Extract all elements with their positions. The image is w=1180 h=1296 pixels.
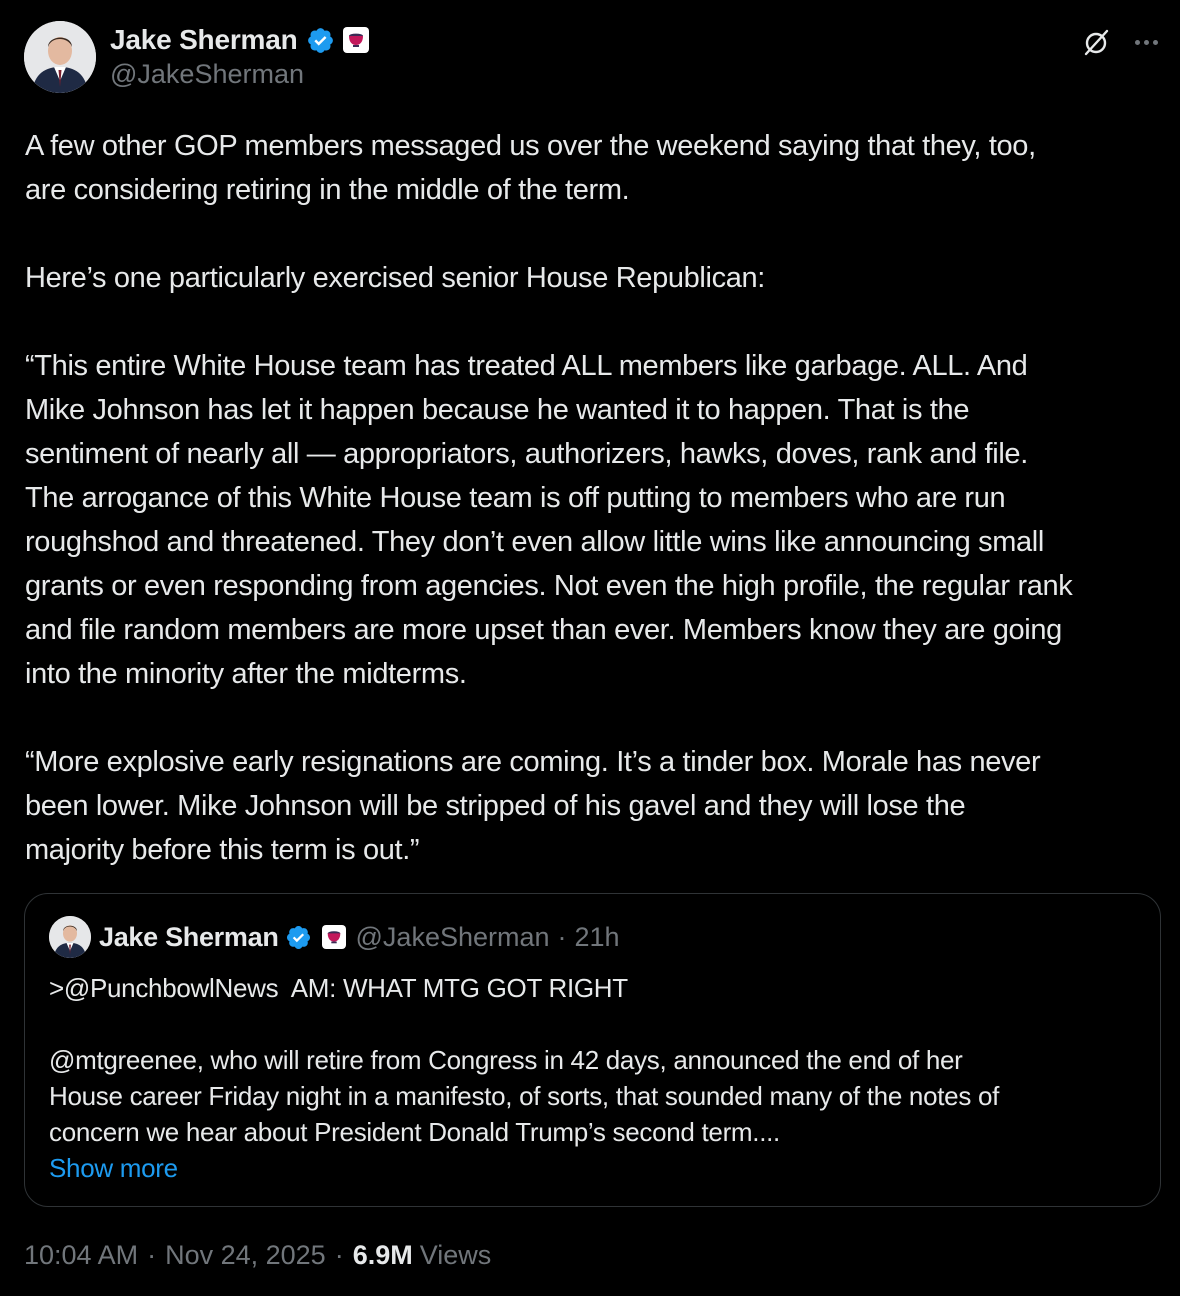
quoted-line: concern we hear about President Donald Trump’s second term.... — [49, 1117, 780, 1147]
views-count: 6.9M — [352, 1240, 413, 1270]
punchbowl-badge-icon — [322, 925, 346, 949]
tweet-line: A few other GOP members messaged us over the weekend saying that they, too, — [25, 130, 1036, 162]
quoted-display-name: Jake Sherman — [99, 921, 279, 952]
show-more-link[interactable]: Show more — [49, 1153, 178, 1183]
grok-icon[interactable] — [1080, 26, 1112, 58]
author-handle[interactable]: @JakeSherman — [110, 59, 304, 89]
more-options-icon[interactable] — [1130, 26, 1162, 58]
quoted-time: 21h — [574, 921, 620, 952]
tweet-line: The arrogance of this White House team is off putting to members who are run — [25, 482, 1006, 514]
quoted-line: @mtgreenee, who will retire from Congress in 42 days, announced the end of her — [49, 1045, 963, 1075]
person-headshot-icon — [24, 21, 96, 93]
quoted-author-avatar — [49, 916, 91, 958]
tweet-line: and file random members are more upset than ever. Members know they are going — [25, 614, 1062, 646]
post-time[interactable]: 10:04 AM — [24, 1240, 139, 1270]
quoted-tweet[interactable] — [24, 893, 1161, 1207]
views-label: Views — [419, 1240, 492, 1270]
tweet-line: roughshod and threatened. They don’t even allow little wins like announcing small — [25, 526, 1044, 558]
punchbowl-badge-icon[interactable] — [343, 27, 369, 53]
tweet-line: Here’s one particularly exercised senior House Republican: — [25, 262, 766, 294]
author-name-row — [110, 22, 369, 58]
person-headshot-icon — [49, 916, 91, 958]
quoted-line: >@PunchbowlNews AM: WHAT MTG GOT RIGHT — [49, 973, 628, 1003]
verified-badge-icon — [285, 924, 312, 951]
tweet-line: grants or even responding from agencies. Not even the high profile, the regular rank — [25, 570, 1073, 602]
post-date[interactable]: Nov 24, 2025 — [165, 1240, 326, 1270]
tweet-meta — [24, 1240, 491, 1271]
tweet-line: Mike Johnson has let it happen because he wanted it to happen. That is the — [25, 394, 970, 426]
author-display-name[interactable]: Jake Sherman — [110, 24, 298, 55]
quoted-text — [49, 970, 1144, 1186]
punchbowl-logo-icon — [346, 30, 366, 50]
quoted-separator: · — [557, 921, 567, 952]
quoted-handle: @JakeSherman — [355, 921, 550, 952]
meta-separator: · — [334, 1240, 344, 1270]
quoted-header — [99, 919, 620, 955]
tweet-text — [25, 124, 1175, 872]
meta-separator: · — [147, 1240, 157, 1270]
tweet-line: majority before this term is out.” — [25, 834, 420, 866]
tweet-line: are considering retiring in the middle of the term. — [25, 174, 630, 206]
quoted-line: House career Friday night in a manifesto, of sorts, that sounded many of the notes of — [49, 1081, 1000, 1111]
punchbowl-logo-icon — [325, 928, 343, 946]
tweet-line: “This entire White House team has treated ALL members like garbage. ALL. And — [25, 350, 1028, 382]
tweet-line: sentiment of nearly all — appropriators, authorizers, hawks, doves, rank and file. — [25, 438, 1028, 470]
author-avatar[interactable] — [24, 21, 96, 93]
tweet-line: into the minority after the midterms. — [25, 658, 467, 690]
verified-badge-icon[interactable] — [306, 26, 335, 55]
tweet-line: “More explosive early resignations are coming. It’s a tinder box. Morale has never — [25, 746, 1041, 778]
tweet-line: been lower. Mike Johnson will be stripped of his gavel and they will lose the — [25, 790, 966, 822]
